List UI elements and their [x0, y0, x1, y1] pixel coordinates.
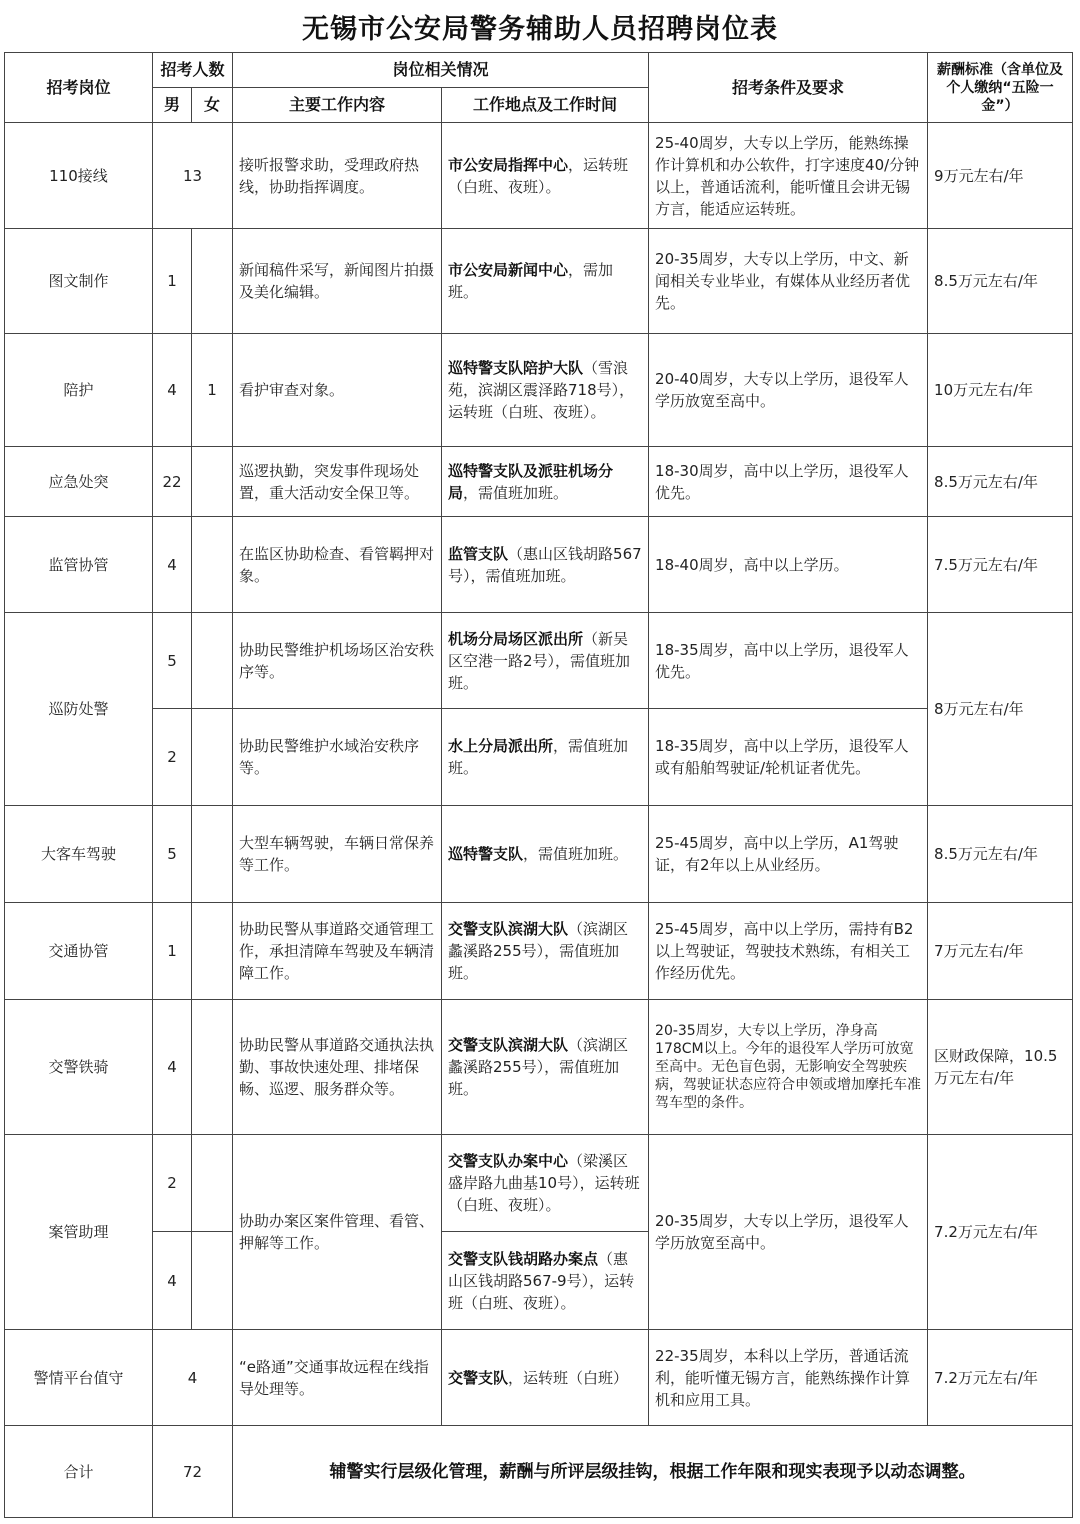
- post-cell: 监管协管: [5, 517, 153, 613]
- header-male: 男: [153, 88, 192, 123]
- count-cell: 13: [153, 123, 233, 229]
- location-detail: ，需值班加班。: [448, 737, 629, 777]
- location-unit: 交警支队: [448, 1368, 509, 1387]
- female-count-cell: [192, 903, 233, 1000]
- location-cell: [442, 1330, 649, 1426]
- duty-cell: “e路通”交通事故远程在线指导处理等。: [233, 1330, 442, 1426]
- requirements-cell: 18-35周岁，高中以上学历，退役军人优先。: [649, 613, 928, 709]
- post-cell: 110接线: [5, 123, 153, 229]
- requirements-cell: 25-45周岁，高中以上学历，A1驾驶证，有2年以上从业经历。: [649, 806, 928, 903]
- duty-cell: 协助办案区案件管理、看管、押解等工作。: [233, 1135, 442, 1330]
- location-unit: 巡特警支队: [448, 845, 524, 863]
- count-cell: 4: [153, 1330, 233, 1426]
- location-cell: [442, 517, 649, 613]
- location-detail: （雪浪苑，滨湖区震泽路718号），运转班（白班、夜班）。: [448, 359, 635, 421]
- location-cell: [442, 229, 649, 334]
- total-row: [5, 1426, 1073, 1518]
- header-location: 工作地点及工作时间: [442, 88, 649, 123]
- location-cell: [442, 1000, 649, 1135]
- post-cell: 巡防处警: [5, 613, 153, 806]
- location-detail: ，需加班。: [448, 261, 614, 301]
- male-count-cell: 2: [153, 709, 192, 806]
- location-unit: 交警支队办案中心: [448, 1152, 569, 1170]
- table-row: [5, 1330, 1073, 1426]
- location-cell: [442, 1135, 649, 1232]
- male-count-cell: 22: [153, 447, 192, 517]
- header-position: 招考岗位: [5, 53, 153, 123]
- female-count-cell: [192, 229, 233, 334]
- header-related: 岗位相关情况: [233, 53, 649, 88]
- location-detail: （滨湖区蠡溪路255号），需值班加班。: [448, 1036, 629, 1098]
- salary-cell: 7.2万元左右/年: [928, 1330, 1073, 1426]
- table-row: [5, 1000, 1073, 1135]
- location-detail: （惠山区钱胡路567-9号），运转班（白班、夜班）。: [448, 1249, 635, 1312]
- duty-cell: 协助民警维护机场场区治安秩序等。: [233, 613, 442, 709]
- male-count-cell: 2: [153, 1135, 192, 1232]
- duty-cell: 在监区协助检查、看管羁押对象。: [233, 517, 442, 613]
- table-row: [5, 447, 1073, 517]
- female-count-cell: [192, 1232, 233, 1330]
- table-row: [5, 903, 1073, 1000]
- salary-cell: 7万元左右/年: [928, 903, 1073, 1000]
- location-unit: 监管支队: [448, 544, 509, 563]
- female-count-cell: [192, 1000, 233, 1135]
- post-cell: 警情平台值守: [5, 1330, 153, 1426]
- female-count-cell: 1: [192, 334, 233, 447]
- duty-cell: 巡逻执勤，突发事件现场处置，重大活动安全保卫等。: [233, 447, 442, 517]
- location-cell: [442, 613, 649, 709]
- female-count-cell: [192, 806, 233, 903]
- male-count-cell: 4: [153, 334, 192, 447]
- salary-cell: 10万元左右/年: [928, 334, 1073, 447]
- location-unit: 水上分局派出所: [448, 737, 554, 755]
- location-unit: 交警支队钱胡路办案点: [448, 1249, 599, 1268]
- female-count-cell: [192, 517, 233, 613]
- location-unit: 机场分局场区派出所: [448, 629, 584, 648]
- location-cell: [442, 1232, 649, 1330]
- male-count-cell: 5: [153, 806, 192, 903]
- duty-cell: 大型车辆驾驶，车辆日常保养等工作。: [233, 806, 442, 903]
- location-cell: [442, 709, 649, 806]
- location-unit: 巡特警支队及派驻机场分局: [448, 461, 614, 502]
- female-count-cell: [192, 1135, 233, 1232]
- female-count-cell: [192, 447, 233, 517]
- post-cell: 交警铁骑: [5, 1000, 153, 1135]
- duty-cell: 协助民警从事道路交通执法执勤、事故快速处理、排堵保畅、巡逻、服务群众等。: [233, 1000, 442, 1135]
- post-cell: 交通协管: [5, 903, 153, 1000]
- table-row: [5, 709, 1073, 806]
- salary-cell: 8万元左右/年: [928, 613, 1073, 806]
- requirements-cell: 20-35周岁，大专以上学历，中文、新闻相关专业毕业，有媒体从业经历者优先。: [649, 229, 928, 334]
- salary-cell: 7.2万元左右/年: [928, 1135, 1073, 1330]
- location-detail: ，需值班加班。: [463, 483, 569, 502]
- salary-cell: 8.5万元左右/年: [928, 447, 1073, 517]
- requirements-cell: 20-40周岁，大专以上学历，退役军人学历放宽至高中。: [649, 334, 928, 447]
- salary-cell: 9万元左右/年: [928, 123, 1073, 229]
- header-count: 招考人数: [153, 53, 233, 88]
- post-cell: 案管助理: [5, 1135, 153, 1330]
- header-duties: 主要工作内容: [233, 88, 442, 123]
- page-title: 无锡市公安局警务辅助人员招聘岗位表: [302, 13, 778, 45]
- post-cell: 大客车驾驶: [5, 806, 153, 903]
- table-row: [5, 123, 1073, 229]
- total-note: 辅警实行层级化管理，薪酬与所评层级挂钩，根据工作年限和现实表现予以动态调整。: [233, 1426, 1073, 1518]
- requirements-cell: 20-35周岁，大专以上学历，净身高178CM以上。今年的退役军人学历可放宽至高中。无色盲色弱，无影响安全驾驶疾病，驾驶证状态应符合申领或增加摩托车准驾车型的条件。: [649, 1000, 928, 1135]
- location-detail: （惠山区钱胡路567号），需值班加班。: [448, 544, 642, 585]
- male-count-cell: 4: [153, 1232, 192, 1330]
- post-cell: 陪护: [5, 334, 153, 447]
- total-count: 72: [153, 1426, 233, 1518]
- location-cell: [442, 447, 649, 517]
- location-unit: 巡特警支队陪护大队: [448, 359, 584, 377]
- duty-cell: 看护审查对象。: [233, 334, 442, 447]
- requirements-cell: 18-35周岁，高中以上学历，退役军人或有船舶驾驶证/轮机证者优先。: [649, 709, 928, 806]
- header-female: 女: [192, 88, 233, 123]
- requirements-cell: 25-45周岁，高中以上学历，需持有B2以上驾驶证，驾驶技术熟练，有相关工作经历优先。: [649, 903, 928, 1000]
- salary-cell: 8.5万元左右/年: [928, 806, 1073, 903]
- male-count-cell: 1: [153, 903, 192, 1000]
- recruitment-table: [4, 52, 1073, 1518]
- location-detail: （新吴区空港一路2号），需值班加班。: [448, 629, 631, 692]
- post-cell: 应急处突: [5, 447, 153, 517]
- male-count-cell: 1: [153, 229, 192, 334]
- location-detail: ，需值班加班。: [523, 845, 629, 863]
- table-row: [5, 806, 1073, 903]
- female-count-cell: [192, 709, 233, 806]
- requirements-cell: 20-35周岁，大专以上学历，退役军人学历放宽至高中。: [649, 1135, 928, 1330]
- location-detail: ，运转班（白班）: [508, 1368, 629, 1387]
- location-detail: ，运转班（白班、夜班）。: [448, 155, 629, 196]
- location-unit: 市公安局指挥中心: [448, 155, 569, 174]
- male-count-cell: 5: [153, 613, 192, 709]
- location-unit: 交警支队滨湖大队: [448, 920, 569, 938]
- location-detail: （滨湖区蠡溪路255号），需值班加班。: [448, 920, 629, 982]
- location-unit: 市公安局新闻中心: [448, 261, 569, 279]
- duty-cell: 新闻稿件采写，新闻图片拍摄及美化编辑。: [233, 229, 442, 334]
- duty-cell: 协助民警从事道路交通管理工作，承担清障车驾驶及车辆清障工作。: [233, 903, 442, 1000]
- requirements-cell: 18-40周岁，高中以上学历。: [649, 517, 928, 613]
- location-cell: [442, 806, 649, 903]
- duty-cell: 协助民警维护水域治安秩序等。: [233, 709, 442, 806]
- requirements-cell: 18-30周岁，高中以上学历，退役军人优先。: [649, 447, 928, 517]
- salary-cell: 8.5万元左右/年: [928, 229, 1073, 334]
- table-row: [5, 1135, 1073, 1232]
- table-row: [5, 517, 1073, 613]
- requirements-cell: 25-40周岁，大专以上学历，能熟练操作计算机和办公软件，打字速度40/分钟以上，普通话流利，能听懂且会讲无锡方言，能适应运转班。: [649, 123, 928, 229]
- table-row: [5, 229, 1073, 334]
- location-detail: （梁溪区盛岸路九曲基10号），运转班（白班、夜班）。: [448, 1152, 640, 1214]
- male-count-cell: 4: [153, 1000, 192, 1135]
- location-unit: 交警支队滨湖大队: [448, 1036, 569, 1054]
- location-cell: [442, 903, 649, 1000]
- salary-cell: 区财政保障，10.5万元左右/年: [928, 1000, 1073, 1135]
- post-cell: 图文制作: [5, 229, 153, 334]
- location-cell: [442, 334, 649, 447]
- total-label: 合计: [5, 1426, 153, 1518]
- female-count-cell: [192, 613, 233, 709]
- table-row: [5, 613, 1073, 709]
- location-cell: [442, 123, 649, 229]
- header-requirements: 招考条件及要求: [649, 53, 928, 123]
- salary-cell: 7.5万元左右/年: [928, 517, 1073, 613]
- table-row: [5, 334, 1073, 447]
- male-count-cell: 4: [153, 517, 192, 613]
- duty-cell: 接听报警求助，受理政府热线，协助指挥调度。: [233, 123, 442, 229]
- requirements-cell: 22-35周岁，本科以上学历，普通话流利，能听懂无锡方言，能熟练操作计算机和应用工具。: [649, 1330, 928, 1426]
- header-salary: 薪酬标准（含单位及个人缴纳“五险一金”）: [928, 53, 1073, 123]
